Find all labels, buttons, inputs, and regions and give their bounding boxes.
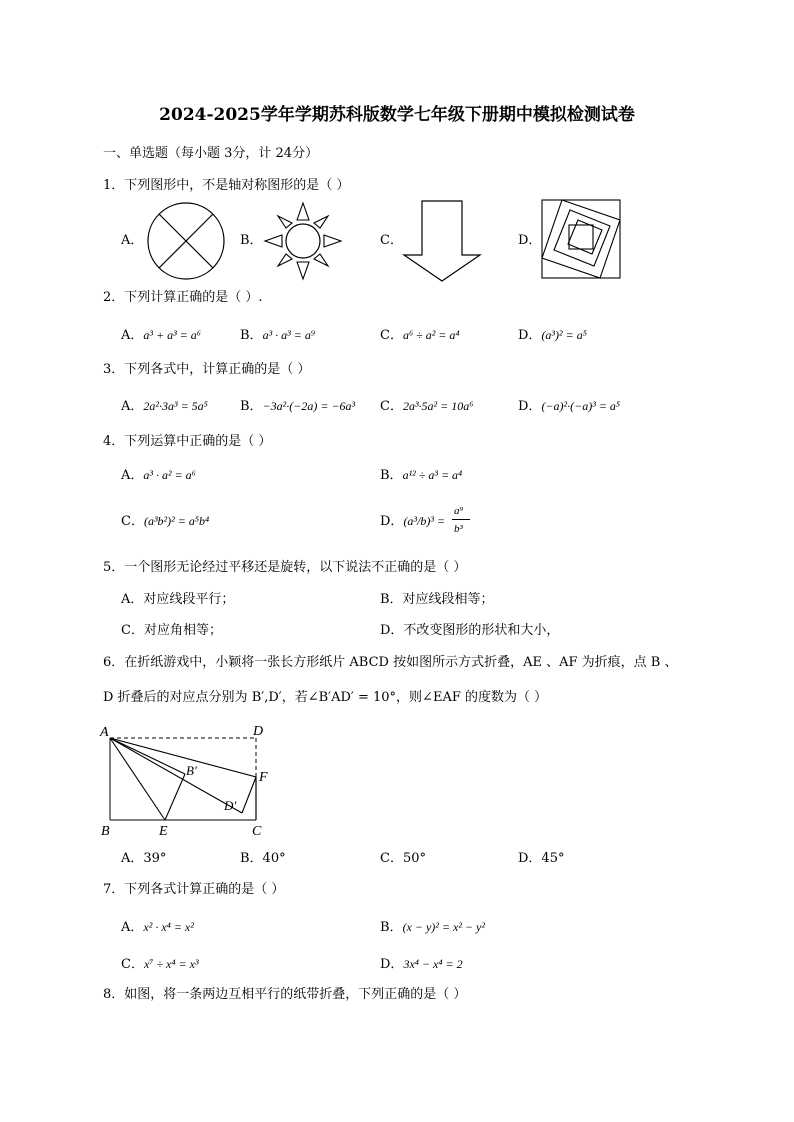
- question-3-option-c-label: C．: [380, 399, 403, 414]
- question-3-option-d-math: (−a)²·(−a)³ = a⁵: [541, 399, 621, 413]
- question-4-option-d-denominator: b³: [454, 523, 463, 535]
- vertex-label-e: E: [159, 824, 168, 839]
- figure-down-arrow: [400, 199, 484, 283]
- question-4-option-b-label: B．: [380, 468, 403, 483]
- question-7-option-b-label: B．: [380, 920, 403, 935]
- figure-sun: [262, 200, 344, 282]
- figure-nested-squares: [540, 198, 624, 282]
- question-7-option-b-math: (x − y)² = x² − y²: [402, 920, 485, 934]
- question-2-option-a-label: A．: [121, 328, 144, 343]
- question-4-option-c-label: C．: [121, 514, 144, 529]
- question-6-option-d: D．45°: [518, 851, 565, 866]
- question-5-stem: 5．一个图形无论经过平移还是旋转，以下说法不正确的是（ ）: [103, 560, 467, 575]
- vertex-label-c: C: [252, 824, 262, 839]
- question-4-option-d-numerator: a⁹: [454, 505, 464, 517]
- question-6-stem-line-2: D 折叠后的对应点分别为 B′,D′，若∠B′AD′ = 10°，则∠EAF 的度数为（ ）: [103, 690, 548, 705]
- question-1-option-b-label: B．: [240, 233, 263, 248]
- question-7-option-c-label: C．: [121, 957, 144, 972]
- question-2-option-c-math: a⁶ ÷ a² = a⁴: [402, 328, 460, 342]
- vertex-label-f: F: [259, 770, 268, 785]
- page-title: 2024-2025学年学期苏科版数学七年级下册期中模拟检测试卷: [159, 105, 635, 125]
- question-4-option-d-label: D．: [380, 514, 404, 529]
- figure-circle-with-cross: [144, 201, 230, 283]
- question-6-stem-line-1: 6．在折纸游戏中，小颖将一张长方形纸片 ABCD 按如图所示方式折叠，AE 、AF 为折痕，点 B 、: [103, 655, 678, 670]
- question-2-option-a-math: a³ + a³ = a⁶: [143, 328, 201, 342]
- question-4-option-d-left: (a³/b)³: [403, 514, 434, 528]
- question-1-stem: 1．下列图形中，不是轴对称图形的是（ ）: [103, 178, 350, 193]
- question-7-option-a-math: x² · x⁴ = x²: [143, 920, 194, 934]
- question-4-option-a-math: a³ · a² = a⁶: [143, 468, 196, 482]
- question-4-stem: 4．下列运算中正确的是（ ）: [103, 434, 272, 449]
- question-2-option-c-label: C．: [380, 328, 403, 343]
- question-7-option-a-label: A．: [121, 920, 144, 935]
- question-1-option-a-label: A．: [121, 233, 144, 248]
- question-4-option-c-math: (a³b²)² = a⁵b⁴: [143, 514, 210, 528]
- question-5-option-b: B．对应线段相等；: [380, 592, 494, 607]
- question-1-option-d-label: D．: [518, 233, 542, 248]
- question-4-option-b-math: a¹² ÷ a³ = a⁴: [402, 468, 463, 482]
- question-8-stem: 8．如图，将一条两边互相平行的纸带折叠，下列正确的是（ ）: [103, 987, 467, 1002]
- question-4-option-a-label: A．: [121, 468, 144, 483]
- question-2-option-b-math: a³ · a³ = a⁹: [262, 328, 316, 342]
- vertex-label-b-prime: B′: [186, 763, 197, 778]
- question-2-stem: 2．下列计算正确的是（ ）.: [103, 290, 263, 305]
- question-6-option-a: A．39°: [121, 851, 167, 866]
- question-3-option-a-label: A．: [121, 399, 144, 414]
- question-7-option-d-label: D．: [380, 957, 404, 972]
- fraction-bar: [452, 519, 470, 520]
- question-1-option-c-label: C．: [380, 233, 403, 248]
- question-7-stem: 7．下列各式计算正确的是（ ）: [103, 882, 285, 897]
- section-heading: 一、单选题（每小题 3分，计 24分）: [103, 146, 319, 161]
- question-3-stem: 3．下列各式中，计算正确的是（ ）: [103, 362, 311, 377]
- question-2-option-b-label: B．: [240, 328, 263, 343]
- question-6-option-c: C．50°: [380, 851, 426, 866]
- vertex-label-d: D: [253, 724, 264, 739]
- question-3-option-c-math: 2a³·5a² = 10a⁶: [402, 399, 474, 413]
- question-3-option-b-label: B．: [240, 399, 263, 414]
- question-2-option-d-label: D．: [518, 328, 542, 343]
- folding-rectangle-figure: [98, 720, 278, 842]
- question-7-option-d-math: 3x⁴ − x⁴ = 2: [403, 957, 463, 971]
- question-5-option-a: A．对应线段平行；: [121, 592, 235, 607]
- vertex-label-b: B: [101, 824, 110, 839]
- question-2-option-d-math: (a³)² = a⁵: [541, 328, 587, 342]
- question-7-option-c-math: x⁷ ÷ x⁴ = x³: [143, 957, 199, 971]
- question-5-option-d: D．不改变图形的形状和大小，: [380, 623, 560, 638]
- question-3-option-d-label: D．: [518, 399, 542, 414]
- question-6-option-b: B．40°: [240, 851, 286, 866]
- vertex-label-d-prime: D′: [224, 798, 237, 813]
- vertex-label-a: A: [100, 725, 109, 740]
- question-5-option-c: C．对应角相等；: [121, 623, 222, 638]
- question-3-option-b-math: −3a²·(−2a) = −6a³: [262, 399, 356, 413]
- question-3-option-a-math: 2a²·3a³ = 5a⁵: [143, 399, 208, 413]
